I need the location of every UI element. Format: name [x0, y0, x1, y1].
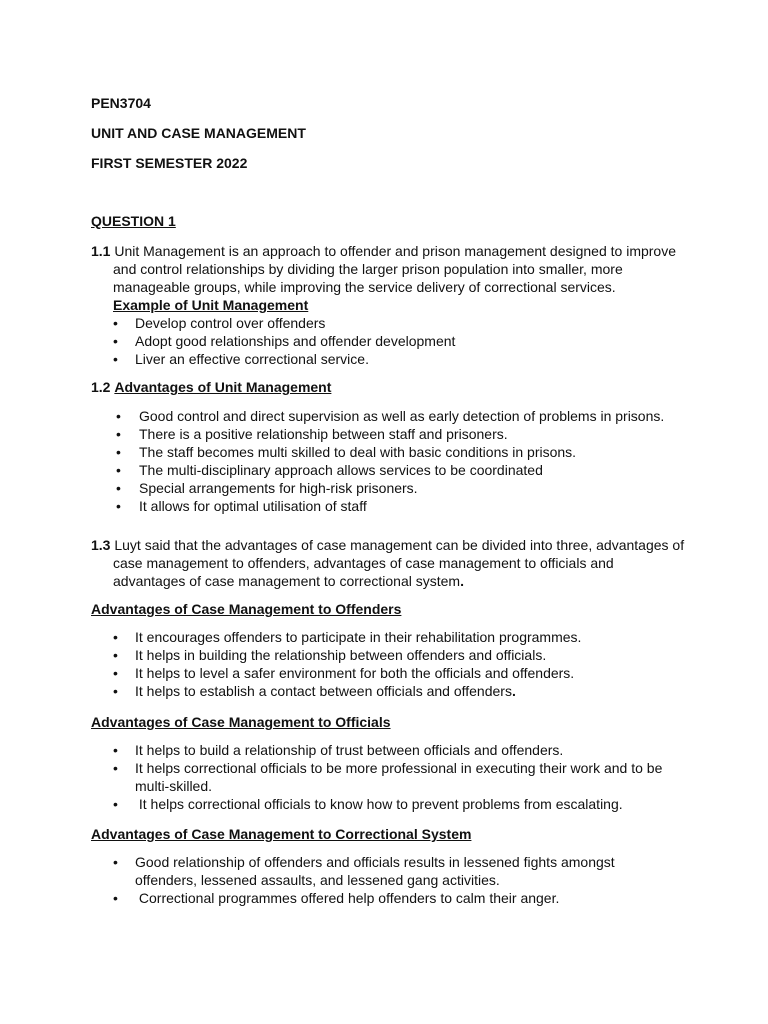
list-item	[91, 314, 688, 332]
system-heading: Advantages of Case Management to Correctional System	[91, 826, 472, 842]
offenders-heading: Advantages of Case Management to Offenders	[91, 601, 402, 617]
list-item	[91, 443, 688, 461]
list-item	[91, 664, 688, 682]
list-item-text: It helps to build a relationship of trust between officials and offenders.	[135, 742, 564, 758]
section-1-3-text-rest-wrap	[91, 554, 623, 590]
question-heading: QUESTION 1	[91, 213, 176, 229]
list-item	[91, 889, 688, 907]
list-item-text: Adopt good relationships and offender development	[135, 333, 456, 349]
example-heading: Example of Unit Management	[113, 297, 309, 313]
offenders-list	[91, 628, 688, 700]
bullet-icon: •	[113, 890, 118, 906]
bullet-icon: •	[116, 498, 121, 514]
bullet-icon: •	[113, 742, 118, 758]
system-list-wrap	[91, 853, 688, 907]
bullet-icon: •	[113, 333, 118, 349]
bullet-icon: •	[113, 351, 118, 367]
list-item-period: .	[511, 683, 516, 699]
list-item-text: It helps to level a safer environment for both the officials and offenders.	[135, 665, 575, 681]
section-1-1-first-line	[91, 242, 688, 260]
list-item	[91, 795, 688, 813]
bullet-icon: •	[113, 647, 118, 663]
list-item	[91, 425, 688, 443]
list-item	[91, 853, 680, 889]
section-1-2-list-wrap	[91, 407, 688, 515]
list-item-text: Good control and direct supervision as well as early detection of problems in prisons.	[139, 408, 665, 424]
bullet-icon: •	[116, 480, 121, 496]
list-item-text: It helps to establish a contact between officials and offenders	[135, 683, 512, 699]
list-item-text: It allows for optimal utilisation of staff	[139, 498, 367, 514]
list-item	[91, 628, 688, 646]
list-item	[91, 350, 688, 368]
section-1-1	[91, 242, 688, 368]
list-item-text: It helps correctional officials to know how to prevent problems from escalating.	[138, 796, 623, 812]
bullet-icon: •	[113, 665, 118, 681]
list-item-text: It encourages offenders to participate in their rehabilitation programmes.	[135, 629, 582, 645]
section-1-2-heading-line	[91, 378, 688, 396]
officials-list	[91, 741, 688, 813]
list-item	[91, 332, 688, 350]
list-item-text: It helps in building the relationship between offenders and officials.	[135, 647, 547, 663]
course-title: UNIT AND CASE MANAGEMENT	[91, 125, 306, 141]
bullet-icon: •	[113, 629, 118, 645]
list-item-text: Good relationship of offenders and officials results in lessened fights amongst offenders, lessened assaults, and lessened gang activities.	[135, 854, 615, 888]
section-number: 1.1	[91, 243, 111, 259]
bullet-icon: •	[116, 444, 121, 460]
bullet-icon: •	[116, 426, 121, 442]
list-item-text: Correctional programmes offered help offenders to calm their anger.	[138, 890, 560, 906]
offenders-list-wrap	[91, 628, 688, 700]
officials-heading: Advantages of Case Management to Officials	[91, 714, 391, 730]
section-1-2-heading: Advantages of Unit Management	[114, 379, 332, 395]
list-item	[91, 407, 688, 425]
bullet-icon: •	[113, 854, 118, 870]
list-item-text: The staff becomes multi skilled to deal with basic conditions in prisons.	[139, 444, 577, 460]
section-1-3-first-line	[91, 536, 688, 554]
list-item	[91, 497, 688, 515]
section-1-3-period: .	[460, 573, 464, 589]
section-1-1-text-first: Unit Management is an approach to offender and prison management designed to improve	[114, 243, 677, 259]
section-1-1-text-rest: and control relationships by dividing the larger prison population into smaller, more manageable groups, while improving the service delivery of correctional services.	[113, 261, 623, 295]
list-item	[91, 741, 688, 759]
section-1-3-text-rest: case management to offenders, advantages of case management to officials and advantages of case management to correctional system	[113, 555, 614, 589]
course-code: PEN3704	[91, 95, 151, 111]
list-item-text: There is a positive relationship between staff and prisoners.	[139, 426, 508, 442]
bullet-icon: •	[113, 760, 118, 776]
section-number: 1.2	[91, 379, 111, 395]
list-item	[91, 759, 665, 795]
bullet-icon: •	[113, 683, 118, 699]
list-item	[91, 646, 688, 664]
section-1-3	[91, 536, 688, 590]
list-item-text: Develop control over offenders	[135, 315, 326, 331]
bullet-icon: •	[116, 462, 121, 478]
section-1-3-text-first: Luyt said that the advantages of case management can be divided into three, advantages of	[114, 537, 685, 553]
list-item-text: Special arrangements for high-risk prisoners.	[139, 480, 418, 496]
list-item-text: It helps correctional officials to be more professional in executing their work and to be multi-skilled.	[135, 760, 663, 794]
list-item-text: Liver an effective correctional service.	[135, 351, 369, 367]
list-item	[91, 682, 688, 700]
semester-label: FIRST SEMESTER 2022	[91, 155, 248, 171]
bullet-icon: •	[113, 315, 118, 331]
example-list	[91, 314, 688, 368]
list-item-text: The multi-disciplinary approach allows services to be coordinated	[139, 462, 543, 478]
unit-advantages-list	[91, 407, 688, 515]
section-number: 1.3	[91, 537, 111, 553]
bullet-icon: •	[113, 796, 118, 812]
list-item	[91, 461, 688, 479]
bullet-icon: •	[116, 408, 121, 424]
list-item	[91, 479, 688, 497]
officials-list-wrap	[91, 741, 688, 813]
system-list	[91, 853, 688, 907]
